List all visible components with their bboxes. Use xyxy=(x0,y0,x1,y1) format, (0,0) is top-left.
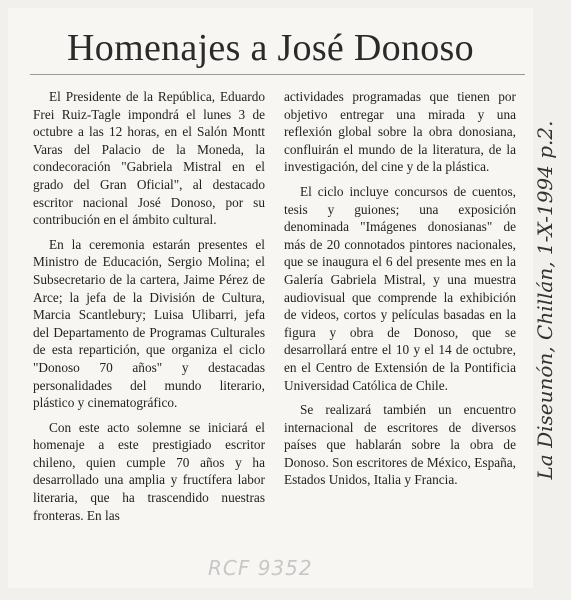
paragraph-5: Se realizará también un encuentro internacional de escritores de diversos países que hablarán sobre la obra de Donoso. Son escritores de México, España, Estados Unidos, Italia y Francia. xyxy=(284,402,516,488)
article-left-column xyxy=(33,88,265,531)
paragraph-3-continued: actividades programadas que tienen por objetivo entregar una mirada y una reflexión global sobre la obra donosiana, confluirán el mundo de la literatura, de la investigación, del cine y de la plástica. xyxy=(284,89,516,175)
paragraph-4: El ciclo incluye concursos de cuentos, tesis y guiones; una exposición denominada "Imágenes donosianas" de más de 20 connotados pintores nacionales, que se inaugura el 6 del presente mes en la Galería Gabriela Mistral, y una muestra audiovisual que comprende la exhibición de videos, cortos y películas basadas en la figura y obra de Donoso, que se desarrollará entre el 10 y el 14 de octubre, en el Centro de Extensión de la Pontificia Universidad Católica de Chile. xyxy=(284,183,516,393)
article-right-column xyxy=(284,88,516,496)
headline-rule xyxy=(30,74,525,75)
handwritten-margin-note: La Diseunón, Chillán, 1-X-1994 p.2. xyxy=(533,120,557,480)
paragraph-2: En la ceremonia estarán presentes el Ministro de Educación, Sergio Molina; el Subsecretario de la cartera, Jaime Pérez de Arce; la jefa de la División de Cultura, Marcia Scantlebury; Luisa Ulibarri, jefa del Departamento de Programas Culturales de esta repartición, que organiza el ciclo "Donoso 70 años" y destacadas personalidades del mundo literario, plástico y cinematográfico. xyxy=(33,236,265,411)
paragraph-1: El Presidente de la República, Eduardo Frei Ruiz-Tagle impondrá el lunes 3 de octubre a las 12 horas, en el Salón Montt Varas del Palacio de la Moneda, la condecoración "Gabriela Mistral en el grado del Gran Oficial", al destacado escritor nacional José Donoso, por su contribución en el ámbito cultural. xyxy=(33,89,265,228)
archive-stamp: RCF 9352 xyxy=(208,556,313,580)
article-headline: Homenajes a José Donoso xyxy=(67,27,474,69)
newspaper-clipping xyxy=(8,8,533,588)
paragraph-3: Con este acto solemne se iniciará el homenaje a este prestigiado escritor chileno, quien cumple 70 años y ha desarrollado una amplia y fructífera labor literaria, que ha trascendido nuestras fronteras. En las xyxy=(33,419,265,523)
